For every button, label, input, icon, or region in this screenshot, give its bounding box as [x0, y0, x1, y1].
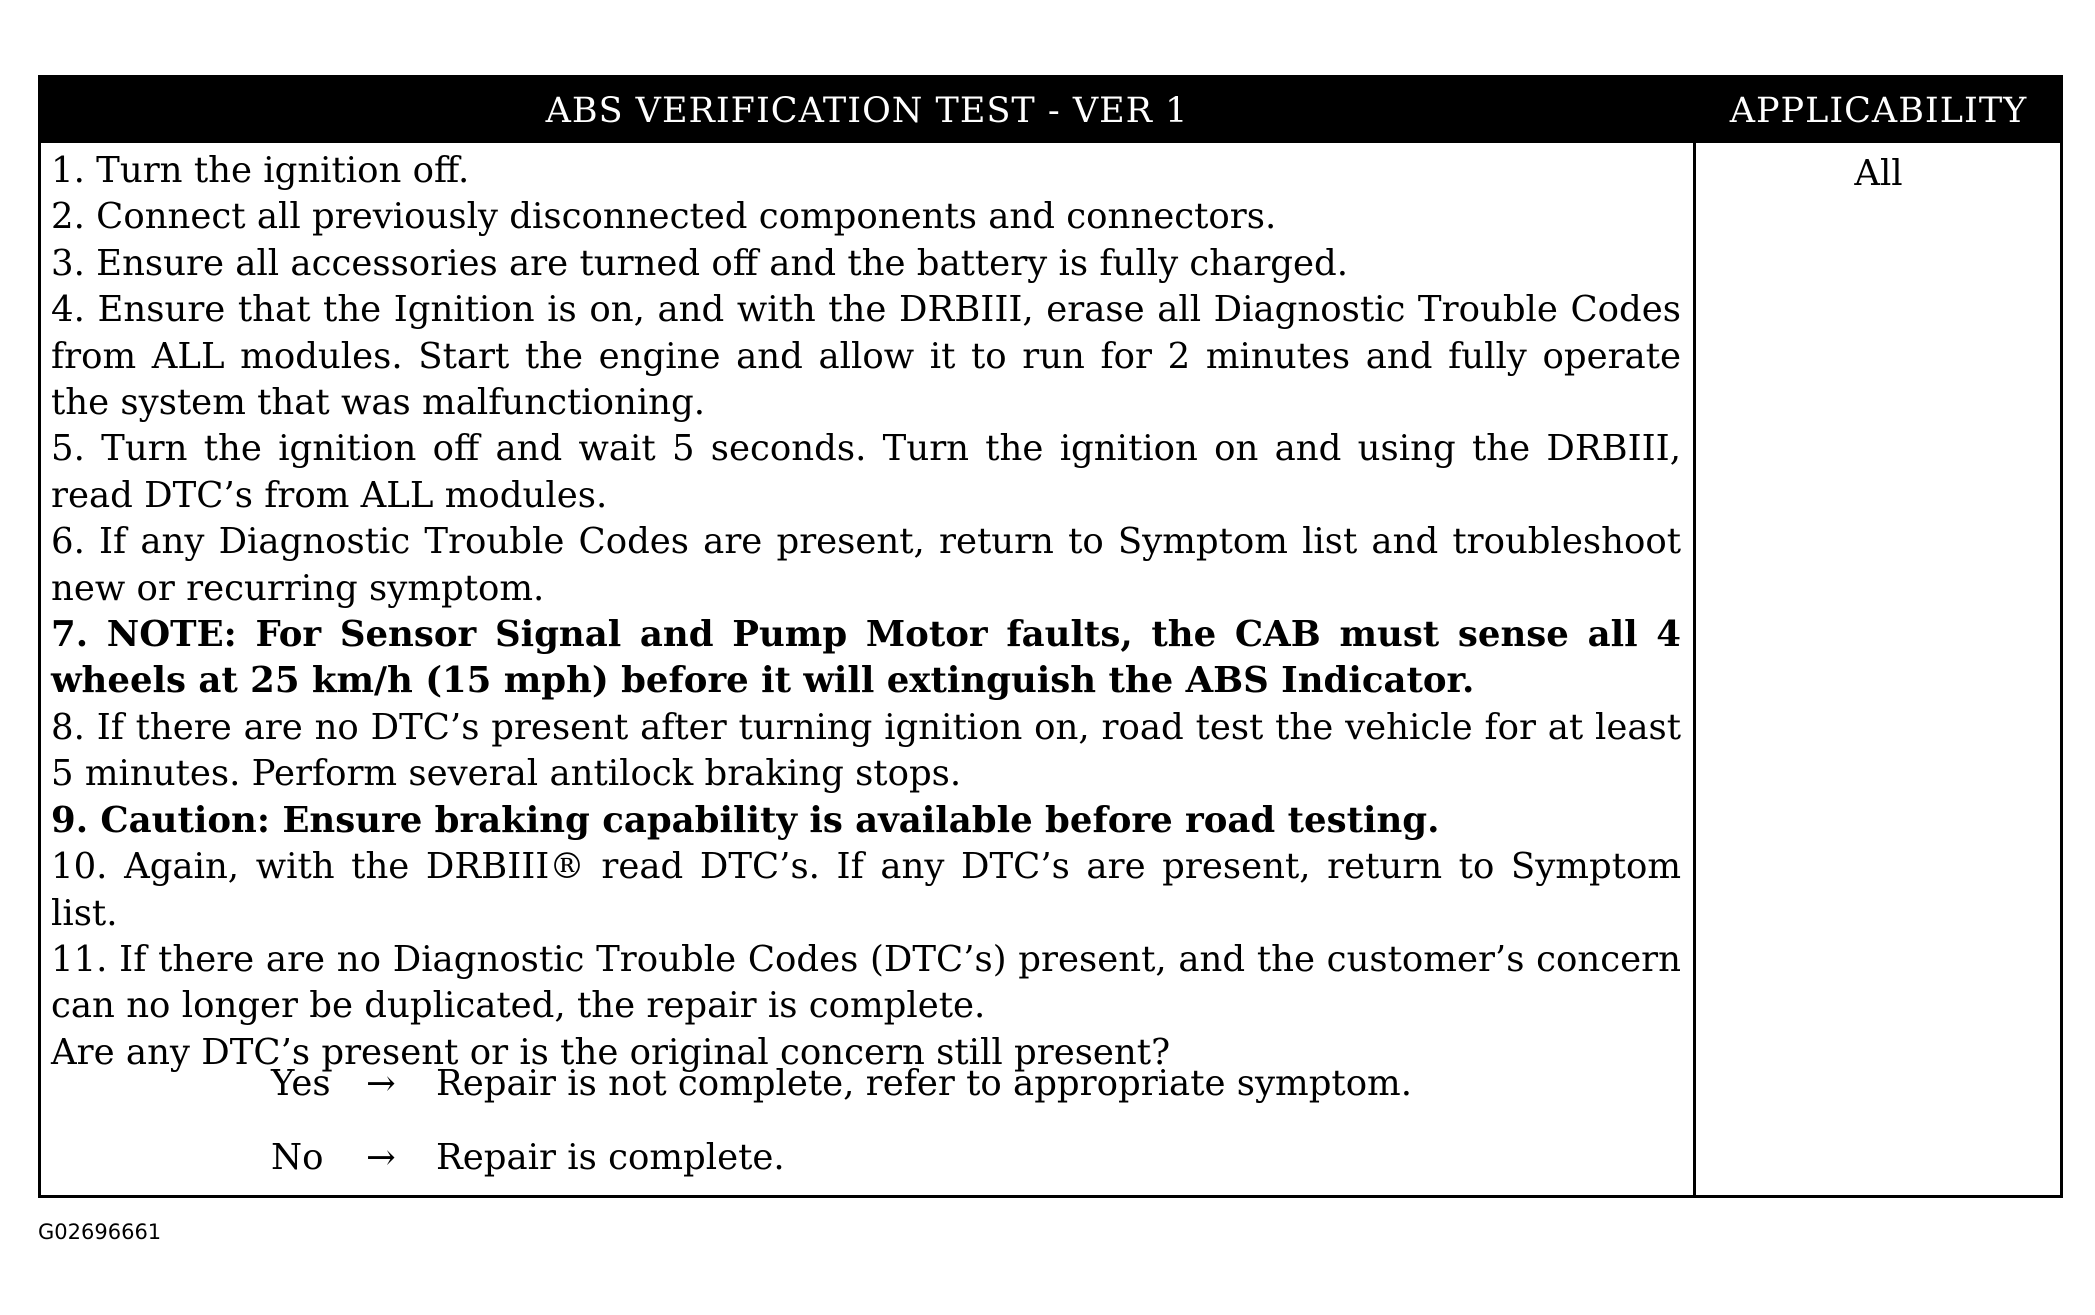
header-applicability: APPLICABILITY	[1729, 91, 2028, 131]
applicability-value: All	[1854, 153, 1903, 194]
step-6: 6. If any Diagnostic Trouble Codes are present, return to Symptom list and troubleshoot new or recurring symptom.	[51, 521, 1681, 609]
step-10: 10. Again, with the DRBIII® read DTC’s. If any DTC’s are present, return to Symptom list.	[51, 846, 1681, 934]
answer-yes-label: Yes	[271, 1063, 331, 1104]
step-11: 11. If there are no Diagnostic Trouble Codes (DTC’s) present, and the customer’s concern can no longer be duplicated, the repair is complete.	[51, 938, 1681, 1027]
table-header	[41, 78, 2060, 143]
header-title: ABS VERIFICATION TEST - VER 1	[545, 91, 1189, 131]
step-9-caution: 9. Caution: Ensure braking capability is available before road testing.	[51, 799, 1440, 841]
arrow-right-icon: →	[366, 1063, 396, 1104]
answer-yes-text: Repair is not complete, refer to appropriate symptom.	[436, 1063, 1413, 1104]
steps-list	[51, 148, 1681, 1076]
step-4: 4. Ensure that the Ignition is on, and with the DRBIII, erase all Diagnostic Trouble Codes from ALL modules. Start the engine and allow it to run for 2 minutes and fully operate the system that was malfunctioning.	[51, 289, 1681, 424]
answer-no-text: Repair is complete.	[436, 1137, 785, 1178]
arrow-right-icon: →	[366, 1137, 396, 1178]
step-7-note: 7. NOTE: For Sensor Signal and Pump Motor faults, the CAB must sense all 4 wheels at 25 km/h (15 mph) before it will extinguish the ABS Indicator.	[51, 614, 1681, 702]
step-8: 8. If there are no DTC’s present after turning ignition on, road test the vehicle for at least 5 minutes. Perform several antilock braking stops.	[51, 706, 1681, 795]
step-5: 5. Turn the ignition off and wait 5 seconds. Turn the ignition on and using the DRBIII, read DTC’s from ALL modules.	[51, 428, 1681, 516]
figure-id: G02696661	[38, 1220, 162, 1244]
answer-no-label: No	[271, 1137, 324, 1178]
step-2: 2. Connect all previously disconnected components and connectors.	[51, 196, 1277, 238]
step-3: 3. Ensure all accessories are turned off and the battery is fully charged.	[51, 242, 1349, 284]
column-divider	[1693, 143, 1696, 1195]
step-1: 1. Turn the ignition off.	[51, 150, 470, 191]
verification-test-table	[38, 75, 2063, 1198]
question: Are any DTC’s present or is the original concern still present?	[51, 1031, 1171, 1073]
